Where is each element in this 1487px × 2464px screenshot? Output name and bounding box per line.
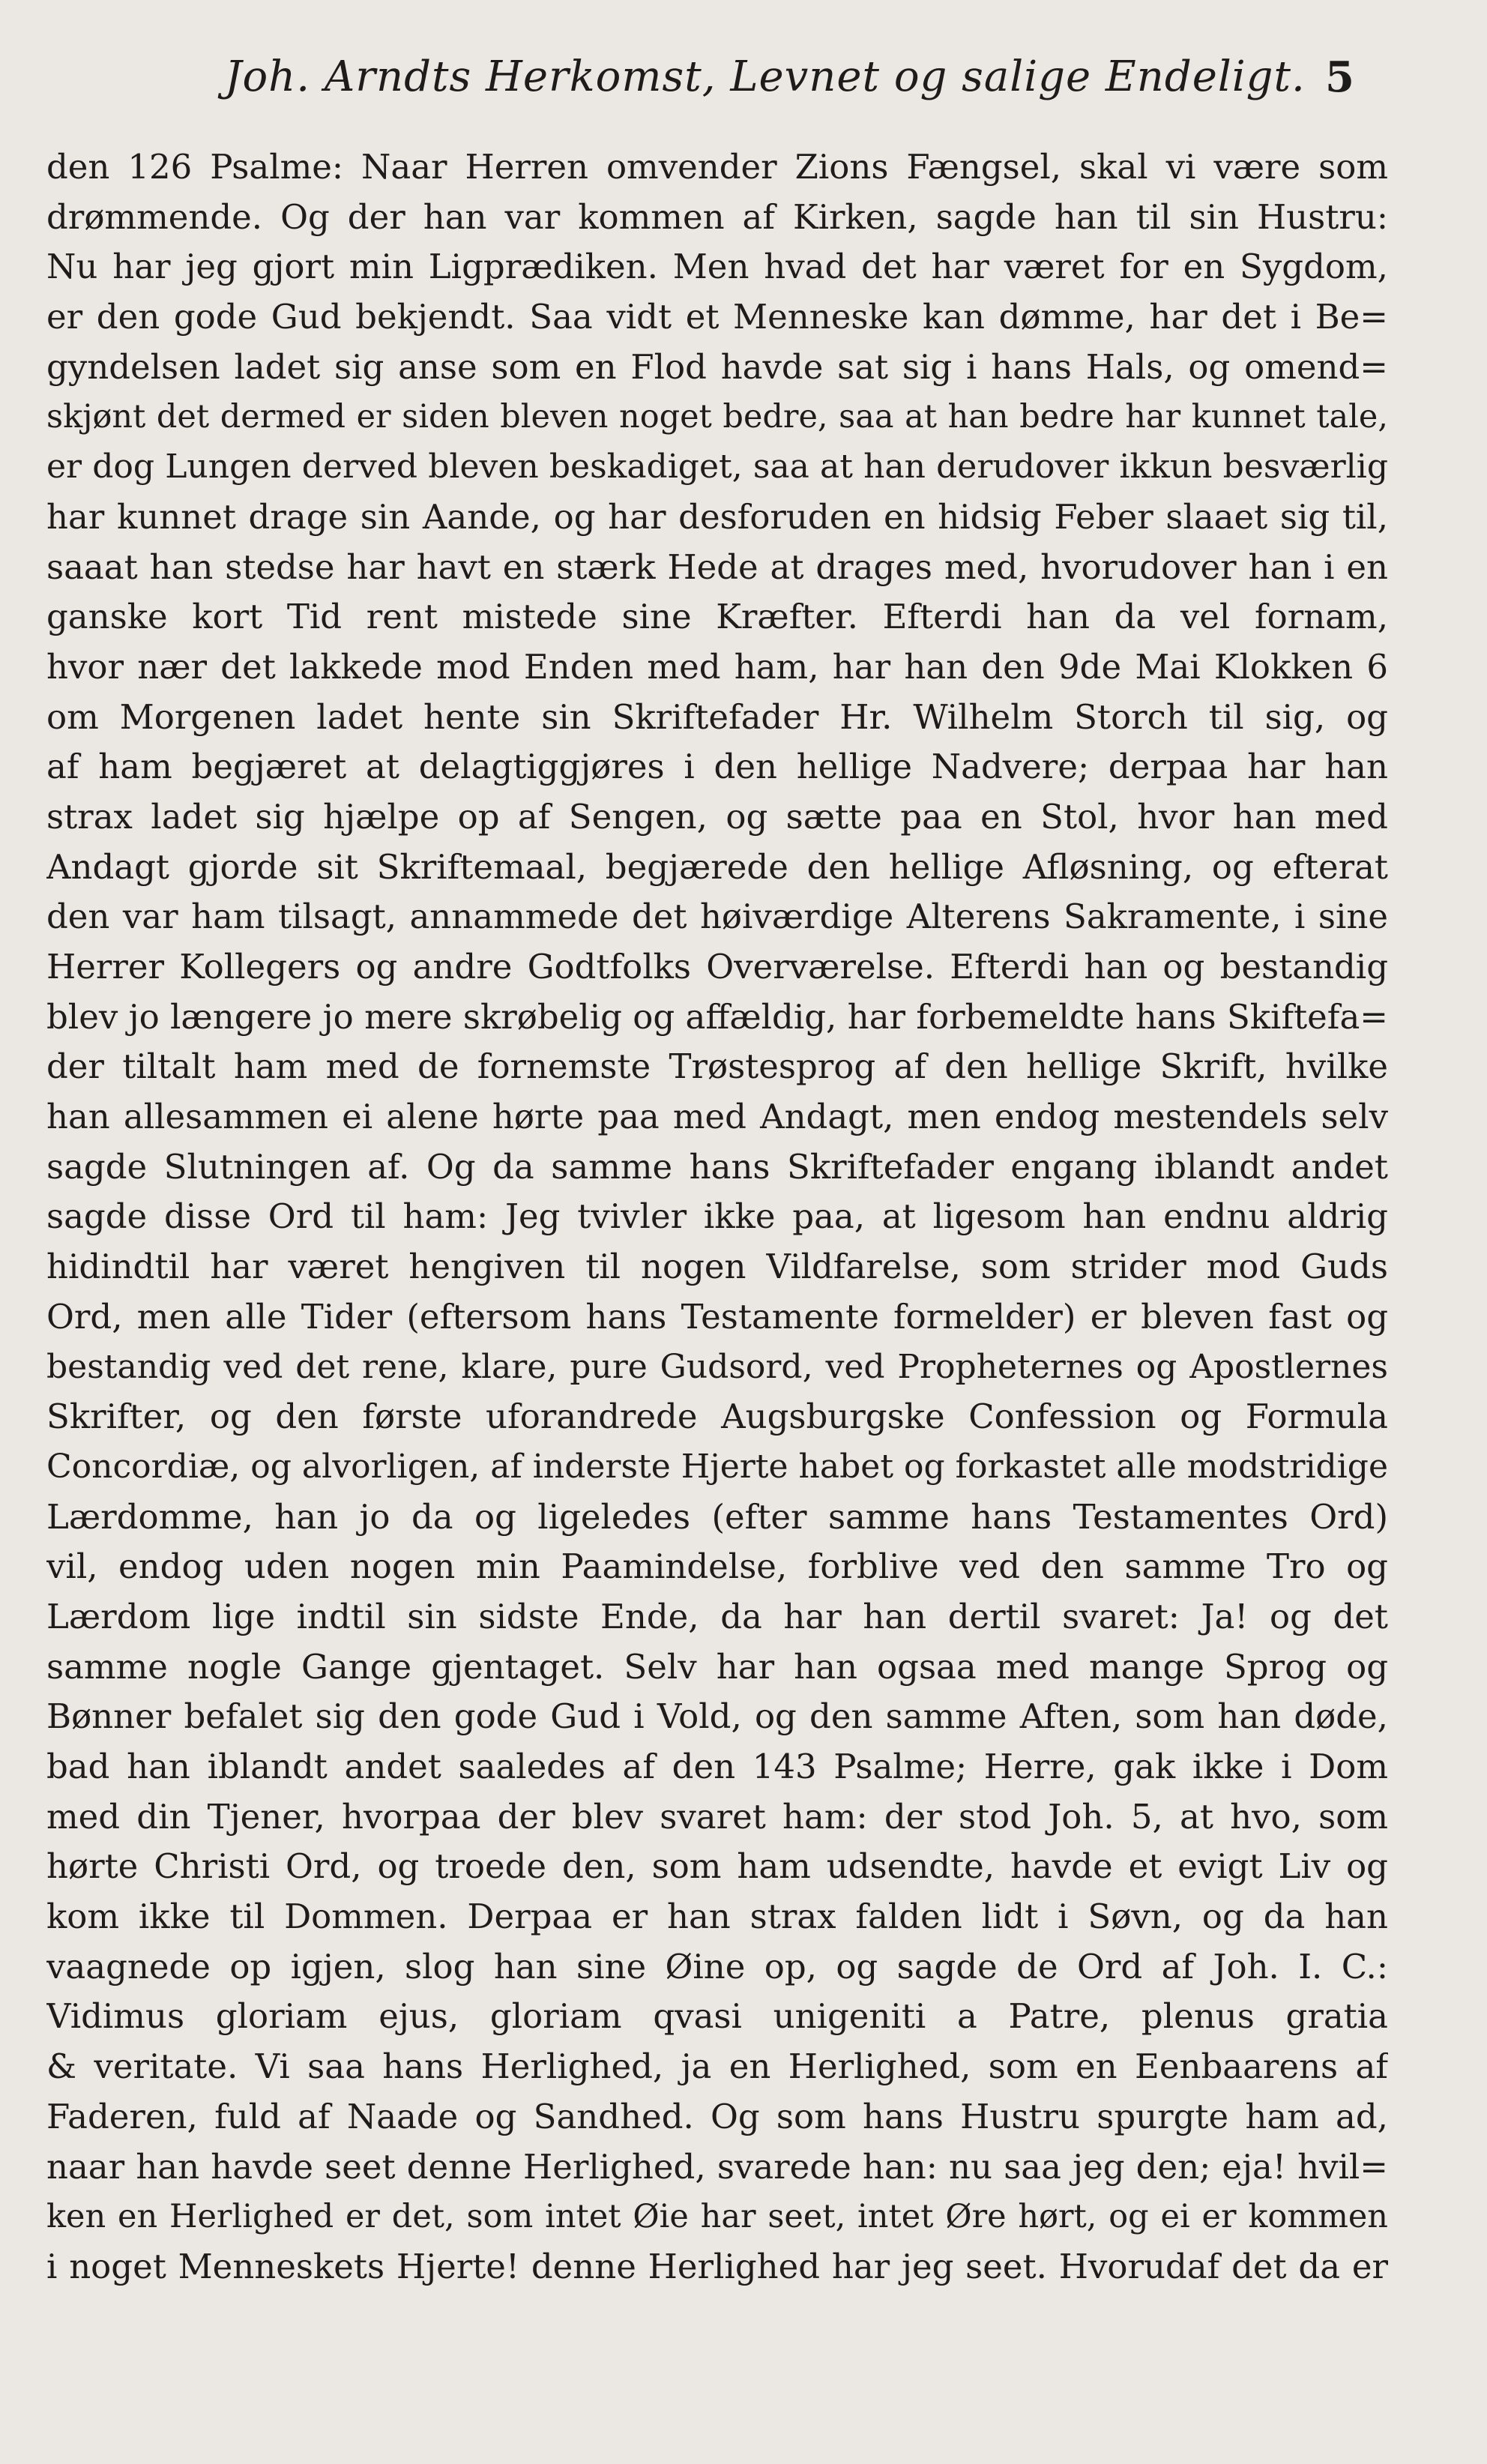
text-line: ganske kort Tid rent mistede sine Kræfter. Efterdi han da vel fornam, xyxy=(46,597,1388,637)
text-line: Faderen, fuld af Naade og Sandhed. Og som hans Hustru spurgte ham ad, xyxy=(46,2096,1388,2136)
text-line: har kunnet drage sin Aande, og har desforuden en hidsig Feber slaaet sig til, xyxy=(46,496,1388,537)
text-line: Lærdomme, han jo da og ligeledes (efter samme hans Testamentes Ord) xyxy=(46,1496,1388,1537)
text-line: Herrer Kollegers og andre Godtfolks Overværelse. Efterdi han og bestandig xyxy=(46,947,1388,986)
text-line: med din Tjener, hvorpaa der blev svaret ham: der stod Joh. 5, at hvo, som xyxy=(46,1796,1388,1837)
body-text xyxy=(46,142,1388,2292)
text-line: er den gode Gud bekjendt. Saa vidt et Menneske kan dømme, har det i Be= xyxy=(46,297,1388,337)
text-line: hørte Christi Ord, og troede den, som ham udsendte, havde et evigt Liv og xyxy=(46,1846,1388,1887)
text-line: kom ikke til Dommen. Derpaa er han strax falden lidt i Søvn, og da han xyxy=(46,1897,1388,1937)
text-line: han allesammen ei alene hørte paa med Andagt, men endog mestendels selv xyxy=(46,1097,1388,1137)
text-line: blev jo længere jo mere skrøbelig og affældig, har forbemeldte hans Skiftefa= xyxy=(46,996,1388,1037)
text-line: den 126 Psalme: Naar Herren omvender Zions Fængsel, skal vi være som xyxy=(46,147,1388,187)
text-line: naar han havde seet denne Herlighed, svarede han: nu saa jeg den; eja! hvil= xyxy=(46,2146,1388,2187)
text-line: gyndelsen ladet sig anse som en Flod havde sat sig i hans Hals, og omend= xyxy=(46,346,1388,387)
text-line: hvor nær det lakkede mod Enden med ham, har han den 9de Mai Klokken 6 xyxy=(46,646,1388,687)
running-title: Joh. Arndts Herkomst, Levnet og salige Endeligt. xyxy=(225,52,1306,101)
text-line: vil, endog uden nogen min Paamindelse, forblive ved den samme Tro og xyxy=(46,1546,1388,1587)
text-line: hidindtil har været hengiven til nogen Vildfarelse, som strider mod Guds xyxy=(46,1247,1388,1287)
text-line: der tiltalt ham med de fornemste Trøstesprog af den hellige Skrift, hvilke xyxy=(46,1046,1388,1087)
running-head xyxy=(0,46,1487,114)
text-line: ken en Herlighed er det, som intet Øie har seet, intet Øre hørt, og ei er kommen xyxy=(46,2198,1388,2236)
text-line: om Morgenen ladet hente sin Skriftefader Hr. Wilhelm Storch til sig, og xyxy=(46,696,1388,737)
text-line: Andagt gjorde sit Skriftemaal, begjærede den hellige Afløsning, og efterat xyxy=(46,846,1388,887)
text-line: vaagnede op igjen, slog han sine Øine op, og sagde de Ord af Joh. I. C.: xyxy=(46,1946,1388,1986)
text-line: Concordiæ, og alvorligen, af inderste Hjerte habet og forkastet alle modstridige xyxy=(46,1447,1388,1486)
text-line: Skrifter, og den første uforandrede Augsburgske Confession og Formula xyxy=(46,1397,1388,1437)
text-line: bestandig ved det rene, klare, pure Gudsord, ved Propheternes og Apostlernes xyxy=(46,1347,1388,1386)
text-line: Bønner befalet sig den gode Gud i Vold, og den samme Aften, som han døde, xyxy=(46,1696,1388,1737)
text-line: er dog Lungen derved bleven beskadiget, saa at han derudover ikkun besværlig xyxy=(46,448,1388,487)
text-line: samme nogle Gange gjentaget. Selv har han ogsaa med mange Sprog og xyxy=(46,1646,1388,1687)
text-line: saaat han stedse har havt en stærk Hede at drages med, hvorudover han i en xyxy=(46,546,1388,587)
text-line: bad han iblandt andet saaledes af den 143 Psalme; Herre, gak ikke i Dom xyxy=(46,1747,1388,1786)
text-line: skjønt det dermed er siden bleven noget bedre, saa at han bedre har kunnet tale, xyxy=(46,398,1388,436)
text-line: Vidimus gloriam ejus, gloriam qvasi unigeniti a Patre, plenus gratia xyxy=(46,1996,1388,2037)
text-line: i noget Menneskets Hjerte! denne Herlighed har jeg seet. Hvorudaf det da er xyxy=(46,2246,1388,2286)
page-number: 5 xyxy=(1325,52,1354,102)
text-line: & veritate. Vi saa hans Herlighed, ja en Herlighed, som en Eenbaarens af xyxy=(46,2046,1388,2087)
text-line: sagde Slutningen af. Og da samme hans Skriftefader engang iblandt andet xyxy=(46,1146,1388,1187)
text-line: Ord, men alle Tider (eftersom hans Testamente formelder) er bleven fast og xyxy=(46,1296,1388,1337)
text-line: Lærdom lige indtil sin sidste Ende, da har han dertil svaret: Ja! og det xyxy=(46,1596,1388,1636)
text-line: Nu har jeg gjort min Ligprædiken. Men hvad det har været for en Sygdom, xyxy=(46,247,1388,287)
text-line: strax ladet sig hjælpe op af Sengen, og sætte paa en Stol, hvor han med xyxy=(46,796,1388,837)
text-line: drømmende. Og der han var kommen af Kirken, sagde han til sin Hustru: xyxy=(46,196,1388,237)
text-line: af ham begjæret at delagtiggjøres i den hellige Nadvere; derpaa har han xyxy=(46,747,1388,787)
text-line: den var ham tilsagt, annammede det høiværdige Alterens Sakramente, i sine xyxy=(46,897,1388,937)
text-line: sagde disse Ord til ham: Jeg tvivler ikke paa, at ligesom han endnu aldrig xyxy=(46,1196,1388,1237)
